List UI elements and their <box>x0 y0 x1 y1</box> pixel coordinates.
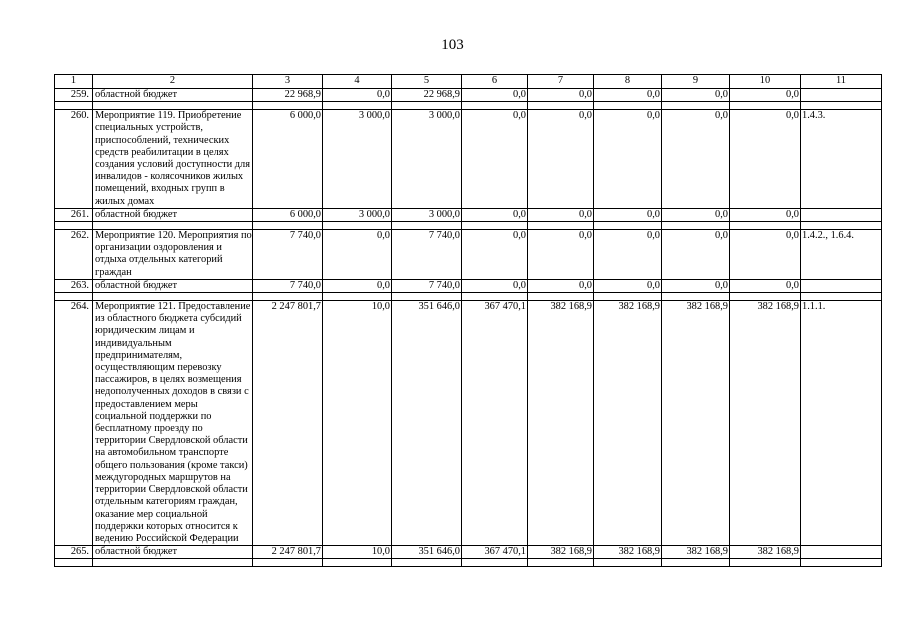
column-header: 6 <box>462 75 528 89</box>
cell-col8: 382 168,9 <box>594 546 662 559</box>
row-gap <box>55 293 882 301</box>
cell-col10: 382 168,9 <box>730 546 801 559</box>
budget-table <box>54 74 882 567</box>
row-name: областной бюджет <box>93 546 253 559</box>
cell-col4: 0,0 <box>323 89 392 102</box>
table-row <box>55 279 882 292</box>
cell-col6: 0,0 <box>462 110 528 209</box>
column-header: 9 <box>662 75 730 89</box>
budget-table-wrapper <box>54 74 882 567</box>
cell-col5: 3 000,0 <box>392 110 462 209</box>
cell-col6: 0,0 <box>462 230 528 280</box>
cell-col6: 367 470,1 <box>462 546 528 559</box>
column-header: 11 <box>801 75 882 89</box>
cell-col9: 0,0 <box>662 208 730 221</box>
cell-col10: 0,0 <box>730 230 801 280</box>
cell-col3: 7 740,0 <box>253 279 323 292</box>
cell-col7: 0,0 <box>528 208 594 221</box>
cell-col11 <box>801 208 882 221</box>
cell-col6: 0,0 <box>462 89 528 102</box>
row-number: 265. <box>55 546 93 559</box>
table-row <box>55 230 882 280</box>
cell-col3: 7 740,0 <box>253 230 323 280</box>
row-gap <box>55 559 882 567</box>
cell-col8: 0,0 <box>594 279 662 292</box>
cell-col7: 382 168,9 <box>528 546 594 559</box>
cell-col8: 0,0 <box>594 89 662 102</box>
row-gap <box>55 102 882 110</box>
cell-col7: 0,0 <box>528 110 594 209</box>
cell-col10: 0,0 <box>730 208 801 221</box>
cell-col5: 7 740,0 <box>392 230 462 280</box>
page-number: 103 <box>441 37 464 53</box>
cell-col4: 3 000,0 <box>323 208 392 221</box>
cell-col9: 0,0 <box>662 110 730 209</box>
cell-col7: 382 168,9 <box>528 301 594 546</box>
header-row <box>55 75 882 89</box>
cell-col6: 0,0 <box>462 208 528 221</box>
cell-col11 <box>801 89 882 102</box>
row-number: 259. <box>55 89 93 102</box>
row-name: Мероприятие 121. Предоставление из областного бюджета субсидий юридическим лицам и индивидуальным предпринимателям, осуществляющим перевозку пассажиров, в целях возмещения недополученных доходов в связи с предоставлением меры социальной поддержки по бесплатному проезду по территории Свердловской области на автомобильном транспорте общего пользования (кроме такси) междугородных маршрутов на территории Свердловской области отдельным категориям граждан, оказание мер социальной поддержки которых относится к ведению Российской Федерации <box>93 301 253 546</box>
column-header: 4 <box>323 75 392 89</box>
cell-col11 <box>801 546 882 559</box>
cell-col11 <box>801 279 882 292</box>
table-row <box>55 208 882 221</box>
column-header: 10 <box>730 75 801 89</box>
cell-col3: 2 247 801,7 <box>253 301 323 546</box>
row-number: 263. <box>55 279 93 292</box>
cell-col10: 0,0 <box>730 89 801 102</box>
row-number: 260. <box>55 110 93 209</box>
cell-col11: 1.4.3. <box>801 110 882 209</box>
row-number: 264. <box>55 301 93 546</box>
cell-col4: 0,0 <box>323 230 392 280</box>
cell-col7: 0,0 <box>528 89 594 102</box>
row-name: областной бюджет <box>93 279 253 292</box>
column-header: 1 <box>55 75 93 89</box>
cell-col4: 10,0 <box>323 546 392 559</box>
cell-col9: 0,0 <box>662 230 730 280</box>
table-row <box>55 546 882 559</box>
cell-col10: 382 168,9 <box>730 301 801 546</box>
row-number: 261. <box>55 208 93 221</box>
cell-col10: 0,0 <box>730 279 801 292</box>
cell-col5: 22 968,9 <box>392 89 462 102</box>
cell-col10: 0,0 <box>730 110 801 209</box>
cell-col6: 0,0 <box>462 279 528 292</box>
cell-col8: 382 168,9 <box>594 301 662 546</box>
cell-col5: 351 646,0 <box>392 301 462 546</box>
cell-col5: 351 646,0 <box>392 546 462 559</box>
cell-col4: 3 000,0 <box>323 110 392 209</box>
row-gap <box>55 222 882 230</box>
column-header: 2 <box>93 75 253 89</box>
cell-col3: 22 968,9 <box>253 89 323 102</box>
cell-col9: 382 168,9 <box>662 546 730 559</box>
cell-col4: 10,0 <box>323 301 392 546</box>
cell-col3: 6 000,0 <box>253 110 323 209</box>
cell-col4: 0,0 <box>323 279 392 292</box>
cell-col8: 0,0 <box>594 208 662 221</box>
column-header: 8 <box>594 75 662 89</box>
cell-col9: 382 168,9 <box>662 301 730 546</box>
cell-col3: 6 000,0 <box>253 208 323 221</box>
cell-col8: 0,0 <box>594 230 662 280</box>
column-header: 5 <box>392 75 462 89</box>
cell-col11: 1.1.1. <box>801 301 882 546</box>
column-header: 7 <box>528 75 594 89</box>
cell-col11: 1.4.2., 1.6.4. <box>801 230 882 280</box>
cell-col5: 7 740,0 <box>392 279 462 292</box>
cell-col6: 367 470,1 <box>462 301 528 546</box>
column-header: 3 <box>253 75 323 89</box>
cell-col5: 3 000,0 <box>392 208 462 221</box>
cell-col8: 0,0 <box>594 110 662 209</box>
row-name: областной бюджет <box>93 89 253 102</box>
table-row <box>55 110 882 209</box>
row-name: областной бюджет <box>93 208 253 221</box>
cell-col9: 0,0 <box>662 89 730 102</box>
table-row <box>55 89 882 102</box>
row-name: Мероприятие 119. Приобретение специальных устройств, приспособлений, технических средств реабилитации в целях создания условий доступности для инвалидов - колясочников жилых помещений, входных групп в жилых домах <box>93 110 253 209</box>
row-name: Мероприятие 120. Мероприятия по организации оздоровления и отдыха отдельных категорий граждан <box>93 230 253 280</box>
cell-col7: 0,0 <box>528 230 594 280</box>
cell-col7: 0,0 <box>528 279 594 292</box>
table-row <box>55 301 882 546</box>
cell-col3: 2 247 801,7 <box>253 546 323 559</box>
row-number: 262. <box>55 230 93 280</box>
cell-col9: 0,0 <box>662 279 730 292</box>
